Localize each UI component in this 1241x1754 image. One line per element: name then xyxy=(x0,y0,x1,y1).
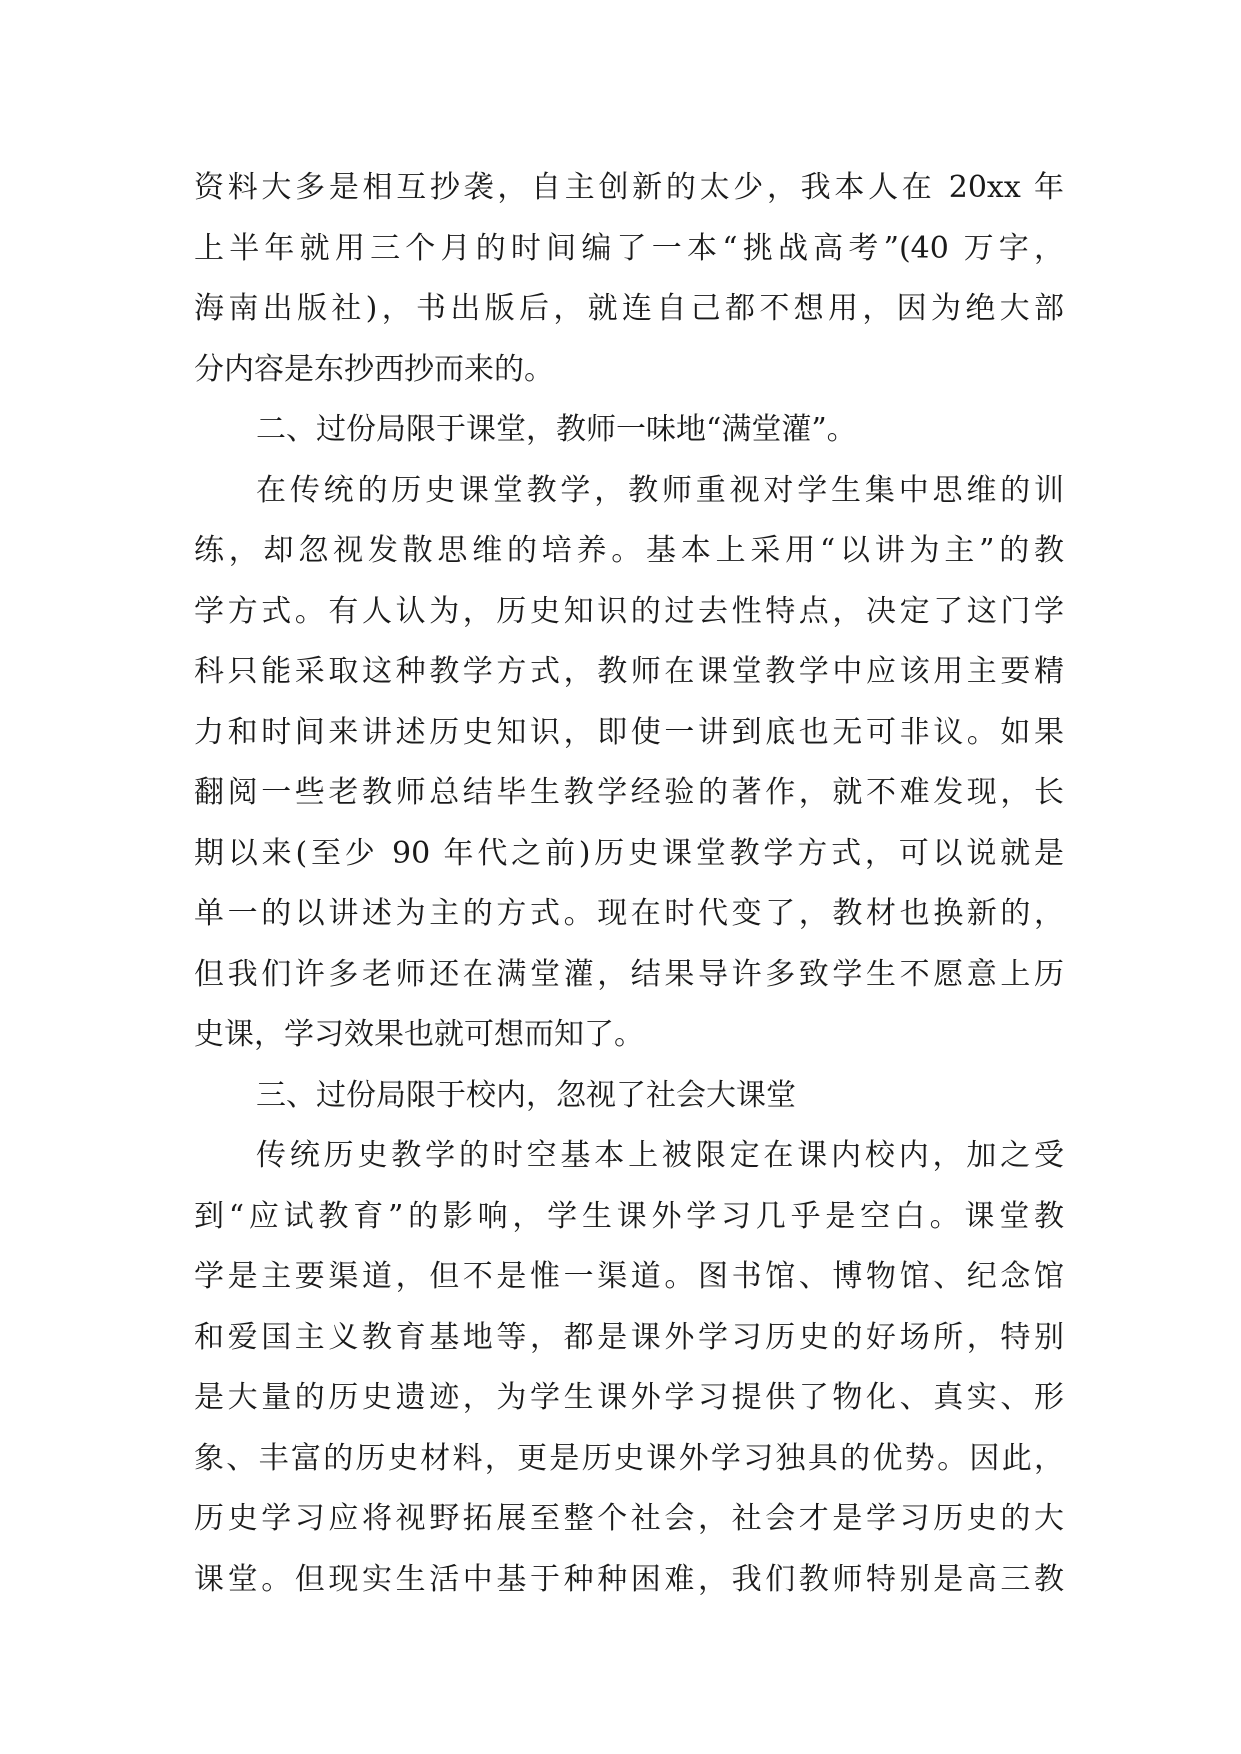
text-line: 象、丰富的历史材料，更是历史课外学习独具的优势。因此， xyxy=(194,1440,1064,1476)
text-line: 练，却忽视发散思维的培养。基本上采用“以讲为主”的教 xyxy=(194,533,1064,568)
text-line: 单一的以讲述为主的方式。现在时代变了，教材也换新的， xyxy=(194,896,1064,931)
text-line: 但我们许多老师还在满堂灌，结果导许多致学生不愿意上历 xyxy=(194,956,1064,992)
section-heading-2 xyxy=(194,400,1064,461)
text-line: 分内容是东抄西抄而来的。 xyxy=(194,351,554,387)
document-body xyxy=(194,158,1064,1610)
text-line: 传统历史教学的时空基本上被限定在课内校内，加之受 xyxy=(256,1138,1064,1173)
text-line: 翻阅一些老教师总结毕生教学经验的著作，就不难发现，长 xyxy=(194,775,1064,810)
text-line: 史课，学习效果也就可想而知了。 xyxy=(194,1017,644,1052)
text-line: 是大量的历史遗迹，为学生课外学习提供了物化、真实、形 xyxy=(194,1380,1064,1415)
paragraph-social-classroom xyxy=(194,1126,1064,1610)
text-line: 力和时间来讲述历史知识，即使一讲到底也无可非议。如果 xyxy=(194,714,1064,750)
heading-text: 二、过份局限于课堂，教师一味地“满堂灌”。 xyxy=(256,412,857,447)
text-line: 期以来(至少 90 年代之前)历史课堂教学方式，可以说就是 xyxy=(194,835,1064,871)
text-line: 学方式。有人认为，历史知识的过去性特点，决定了这门学 xyxy=(194,593,1064,629)
text-line: 海南出版社)，书出版后，就连自己都不想用，因为绝大部 xyxy=(194,291,1064,326)
text-line: 在传统的历史课堂教学，教师重视对学生集中思维的训 xyxy=(256,472,1064,508)
text-line: 科只能采取这种教学方式，教师在课堂教学中应该用主要精 xyxy=(194,654,1064,689)
section-heading-3 xyxy=(194,1066,1064,1127)
text-line: 和爱国主义教育基地等，都是课外学习历史的好场所，特别 xyxy=(194,1319,1064,1355)
heading-text: 三、过份局限于校内，忽视了社会大课堂 xyxy=(256,1077,796,1113)
text-line: 历史学习应将视野拓展至整个社会，社会才是学习历史的大 xyxy=(194,1501,1064,1536)
text-line: 课堂。但现实生活中基于种种困难，我们教师特别是高三教 xyxy=(194,1561,1064,1597)
paragraph-continuation xyxy=(194,158,1064,400)
text-line: 学是主要渠道，但不是惟一渠道。图书馆、博物馆、纪念馆 xyxy=(194,1259,1064,1294)
paragraph-teaching-method xyxy=(194,461,1064,1066)
text-line: 上半年就用三个月的时间编了一本“挑战高考”(40 万字， xyxy=(194,230,1064,266)
text-line: 资料大多是相互抄袭，自主创新的太少，我本人在 20xx 年 xyxy=(194,170,1064,205)
text-line: 到“应试教育”的影响，学生课外学习几乎是空白。课堂教 xyxy=(194,1198,1064,1234)
